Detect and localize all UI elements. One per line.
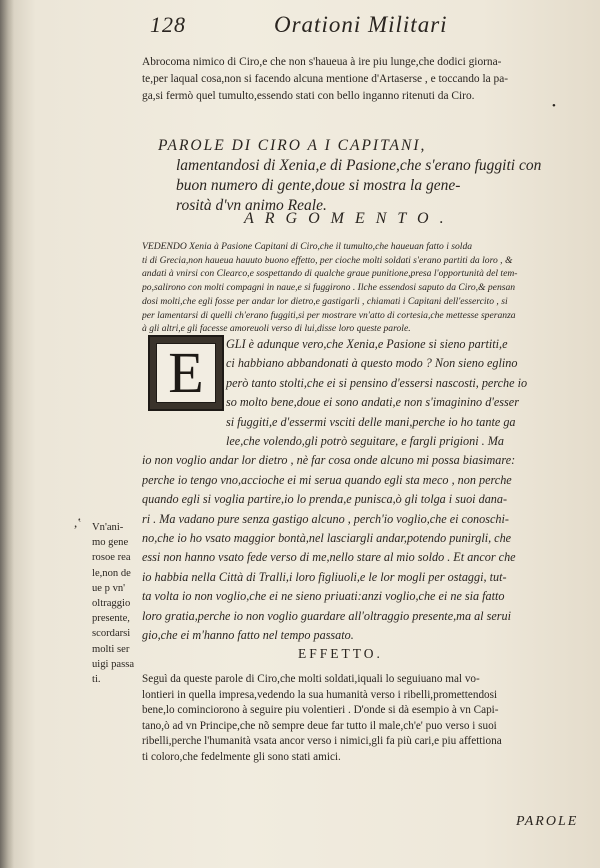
- paragraph-mark: •: [552, 100, 556, 112]
- text-line: ga,si fermò quel tumulto,essendo stati con bello inganno ritenuti da Ciro.: [142, 90, 475, 102]
- margin-line: ti.: [92, 674, 101, 686]
- text-line: so molto bene,doue ei sono andati,e non s'imaginino d'esser: [226, 395, 519, 410]
- text-line: essi non hanno vsato fede verso di me,nello stare al mio soldo . Et ancor che: [142, 550, 516, 565]
- text-line: GLI è adunque vero,che Xenia,e Pasione si sieno partiti,e: [226, 337, 508, 351]
- text-line: io habbia nella Città di Tralli,i loro figliuoli,e le lor mogli per ostaggi, tut-: [142, 569, 507, 584]
- text-line: ci habbiano abbandonati à questo modo ? Non sieno eglino: [226, 356, 518, 371]
- text-line: però tanto stolti,che ei si pensino d'essersi nascosti, perche io: [226, 375, 528, 390]
- text-line: Seguì da queste parole di Ciro,che molti soldati,iquali lo seguiuano mal vo-: [142, 673, 480, 685]
- text-line: gio,che ei m'hanno fatto nel tempo passato.: [142, 628, 354, 643]
- text-line: andati à vnirsi con Clearco,e sospettando di qualche graue punitione,presa l'opportunità del tem-: [142, 268, 518, 280]
- title-caps: PAROLE DI CIRO A I CAPITANI,: [158, 137, 427, 154]
- text-line: ri . Ma vadano pure senza gastigo alcuno , perch'io voglio,che ei conoschi-: [142, 511, 509, 526]
- text-line: ribelli,perche l'humanità vsata ancor verso i nimici,gli fa più cari,e piu affettiona: [142, 735, 502, 747]
- text-line: perche io tengo vno,accioche ei mi serua quando egli sta meco , non perche: [142, 472, 512, 487]
- argument-heading: ARGOMENTO.: [244, 210, 455, 227]
- text-line: si fuggiti,e d'essermi vsciti delle mani,perche io ho tante ga: [226, 414, 516, 429]
- title-line: buon numero di gente,doue si mostra la gene-: [176, 177, 461, 194]
- margin-line: mo gene: [92, 537, 129, 549]
- text-line: bene,lo cominciorono à seguire piu volentieri . D'onde si dà esempio à vn Capi-: [142, 704, 499, 716]
- effect-paragraph: [142, 672, 582, 765]
- text-line: po,salirono con molti compagni in naue,e si fuggirono . Ilche essendosi saputo da Ciro,& pensan: [142, 282, 516, 294]
- argument-paragraph: [142, 240, 582, 336]
- margin-line: rosoe rea: [92, 552, 131, 564]
- catchword: PAROLE: [516, 814, 579, 829]
- text-line: ti di Grecia,non haueua hauuto buono effetto, per cioche molti soldati s'erano partiti da loro , &: [142, 254, 513, 266]
- text-line: lee,che volendo,gli potrò seguitare, e fargli prigioni . Ma: [226, 434, 505, 449]
- text-line: loro gratia,perche io non voglio guardare all'oltraggio presente,ma al serui: [142, 608, 511, 623]
- marginal-note: [92, 520, 150, 687]
- margin-line: Vn'ani-: [92, 522, 124, 533]
- text-line: ta volta io non voglio,che ei ne sieno priuati:anzi voglio,che ei ne sia fatto: [142, 589, 505, 604]
- text-line: VEDENDO Xenia à Pasione Capitani di Ciro,che il tumulto,che haueuan fatto i solda: [142, 241, 473, 252]
- text-line: tano,ò ad vn Principe,che nõ sempre deue far tutto il male,ch'e' puo verso i suoi: [142, 719, 497, 732]
- initial-letter: E: [168, 340, 204, 405]
- margin-line: presente,: [92, 613, 130, 625]
- intro-paragraph: [142, 54, 582, 105]
- margin-line: le,non de: [92, 567, 131, 579]
- text-line: Abrocoma nimico di Ciro,e che non s'haueua à ire piu lunge,che dodici giorna-: [142, 56, 502, 68]
- text-line: à gli altri,e gli facesse amoreuoli verso di lui,disse loro queste parole.: [142, 323, 411, 335]
- running-head: Orationi Militari: [274, 12, 448, 37]
- section-title: [158, 136, 578, 216]
- margin-line: oltraggio: [92, 598, 131, 610]
- speech-paragraph: [142, 335, 582, 646]
- text-line: ti coloro,che fedelmente gli sono stati amici.: [142, 750, 341, 763]
- effect-heading: EFFETTO.: [298, 646, 383, 661]
- text-line: lontieri in quella impresa,vedendo la sua humanità verso i ribelli,promettendosi: [142, 688, 498, 701]
- page-number: 128: [150, 12, 186, 37]
- text-line: no,che io ho vsato maggior bontà,nel lasciargli andar,potendo punirgli, che: [142, 531, 512, 546]
- margin-mark: ,‛: [74, 515, 82, 530]
- margin-line: uigi passa: [92, 658, 135, 670]
- title-line: rosità d'vn animo Reale.: [176, 197, 327, 214]
- title-line: lamentandosi di Xenia,e di Pasione,che s'erano fuggiti con: [176, 157, 542, 174]
- page-header: [150, 12, 550, 42]
- margin-line: molti ser: [92, 643, 130, 655]
- text-line: io non voglio andar lor dietro , nè far cosa onde alcuno mi possa biasimare:: [142, 453, 516, 468]
- text-line: quando egli si voglia partire,io lo prenda,e punisca,ò gli tolga i suoi dana-: [142, 492, 508, 507]
- margin-line: scordarsi: [92, 628, 131, 640]
- margin-line: ue p vn': [92, 582, 126, 594]
- text-line: dosi molti,che egli fosse per andar lor dietro,e gastigarli , chiamati i Capitani dell'essercito , si: [142, 295, 508, 307]
- text-line: per lamentarsi di quelli ch'erano fuggiti,si per mostrare vn'atto di cortesia,che mettesse speranza: [142, 309, 516, 321]
- text-line: te,per laqual cosa,non si facendo alcuna mentione d'Artaserse , e toccando la pa-: [142, 73, 509, 85]
